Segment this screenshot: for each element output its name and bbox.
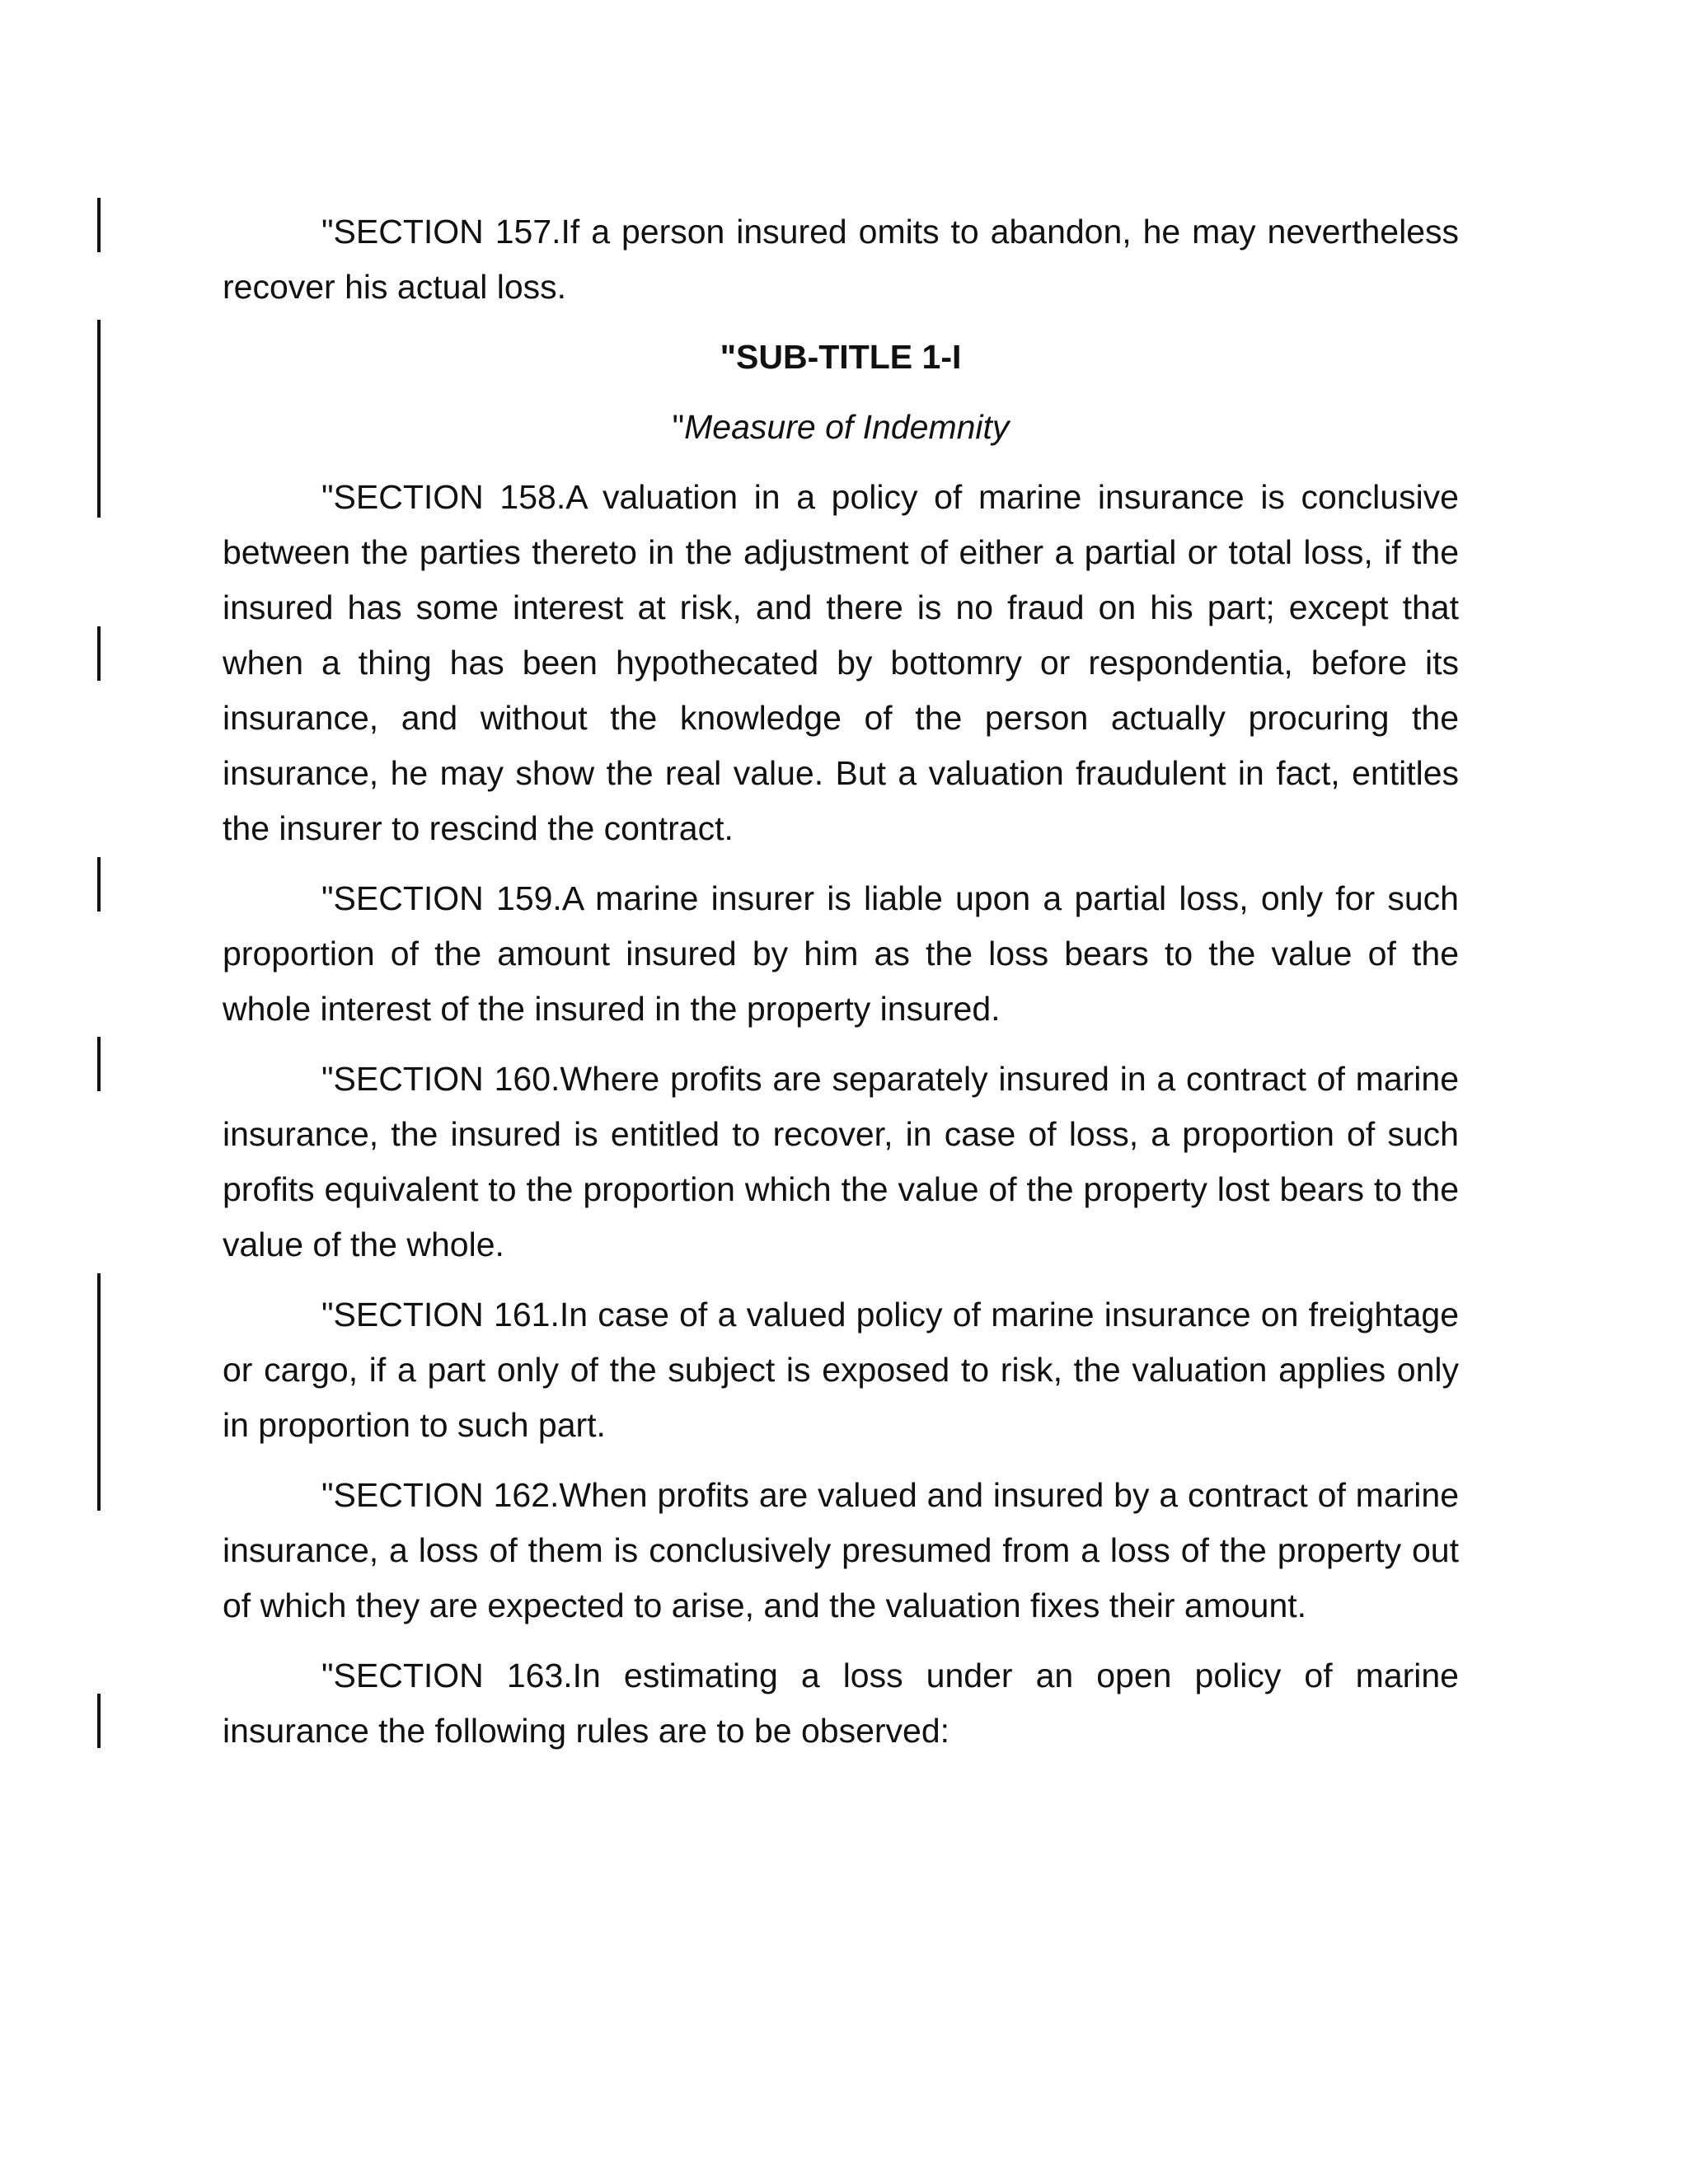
revision-bar [97,1037,101,1091]
section-160: "SECTION 160.Where profits are separately insured in a contract of marine insurance, the insured is entitled to recover, in case of loss, a proportion of such profits equivalent to the proportion which the value of the property lost bears to the value of the whole. [223,1060,1459,1263]
section-162: "SECTION 162.When profits are valued and insured by a contract of marine insurance, a loss of them is conclusively presumed from a loss of the property out of which they are expected to arise, and the valuation fixes their amount. [223,1476,1459,1624]
section-161: "SECTION 161.In case of a valued policy of marine insurance on freightage or cargo, if a part only of the subject is exposed to risk, the valuation applies only in proportion to such part. [223,1296,1459,1444]
measure-quote: " [672,408,685,446]
measure-heading [223,400,1459,455]
section-158: "SECTION 158.A valuation in a policy of marine insurance is conclusive between the parties thereto in the adjustment of either a partial or total loss, if the insured has some interest at risk, and there is no fraud on his part; except that when a thing has been hypothecated by bottomry or respondentia, before its insurance, and without the knowledge of the person actually procuring the insurance, he may show the real value. But a valuation fraudulent in fact, entitles the insurer to rescind the contract. [223,478,1459,847]
section-157: "SECTION 157.If a person insured omits to abandon, he may nevertheless recover his actual loss. [223,213,1459,306]
subtitle-heading: "SUB-TITLE 1-I [720,338,962,376]
revision-bar [97,626,101,681]
section-159: "SECTION 159.A marine insurer is liable upon a partial loss, only for such proportion of the amount insured by him as the loss bears to the value of the whole interest of the insured in the property insured. [223,879,1459,1028]
section-163: "SECTION 163.In estimating a loss under an open policy of marine insurance the following rules are to be observed: [223,1657,1459,1750]
revision-bar [97,857,101,912]
revision-bar [97,1694,101,1748]
revision-bar [97,198,101,252]
revision-bar [97,320,101,518]
measure-text: Measure of Indemnity [684,408,1010,446]
document-page [223,204,1459,1774]
revision-bar [97,1273,101,1511]
